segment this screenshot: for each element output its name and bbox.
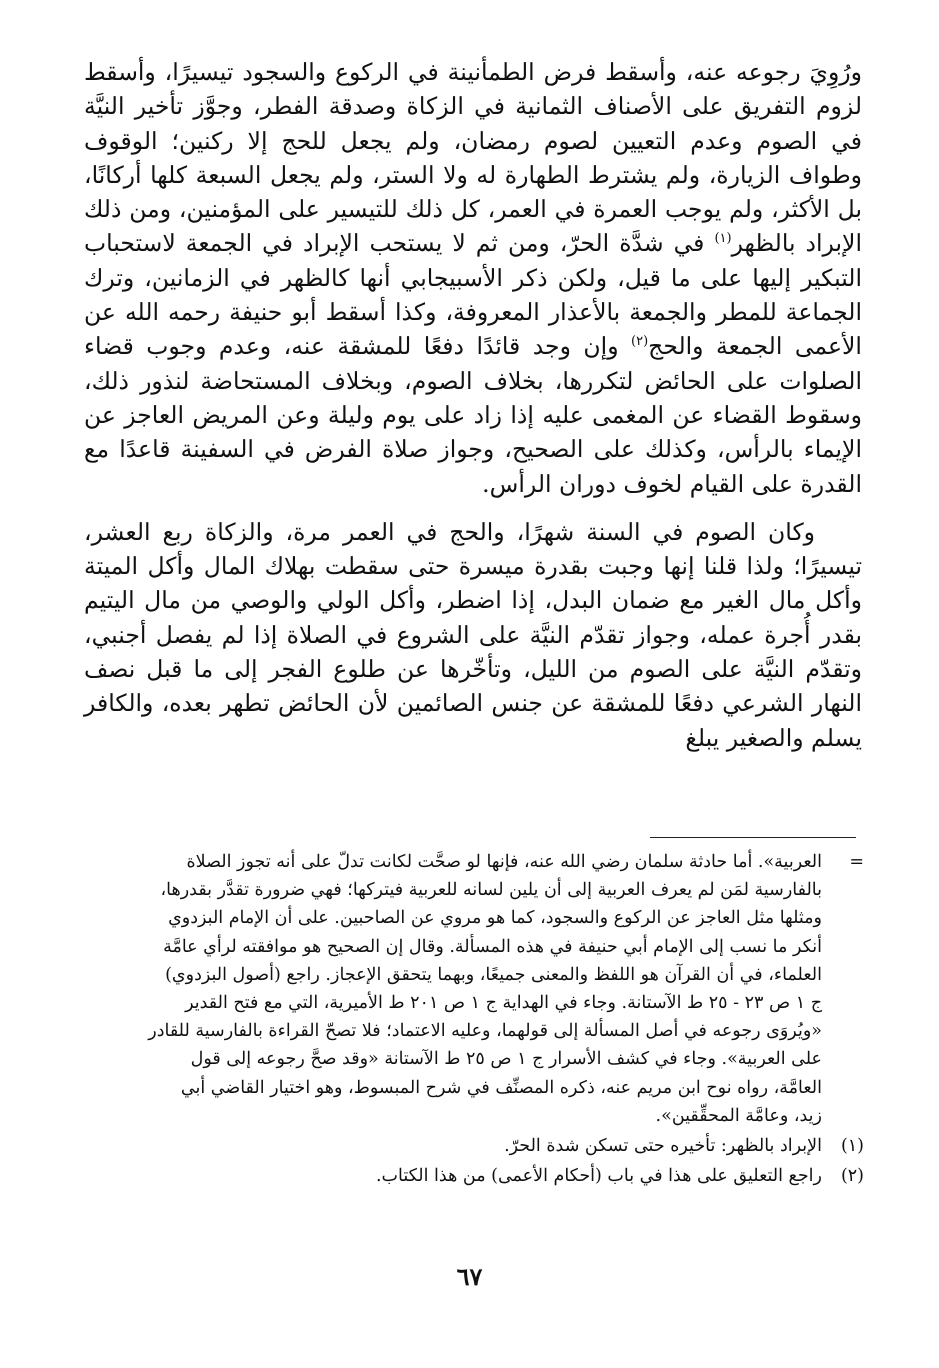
footnote-ref-2: (٢) <box>631 334 649 350</box>
main-text <box>84 55 862 755</box>
fn-cont-line: العلماء، في أن القرآن هو اللفظ والمعنى جميعًا، وبهما يتحقق الإعجاز. راجع (أصول البزدوي) <box>165 964 822 985</box>
p1-line-1: ورُوِيَ رجوعه عنه، وأسقط فرض الطمأنينة في الركوع والسجود تيسيرًا، وأسقط لزوم <box>84 58 862 121</box>
page-number: ٦٧ <box>456 1262 483 1291</box>
paragraph-1 <box>84 55 862 501</box>
p2-line-3: مال الغير مع ضمان البدل، إذا اضطر، وأكل الولي والوصي من مال اليتيم بقدر أُجرة <box>84 586 862 649</box>
fn-cont-line: على العربية». وجاء في كشف الأسرار ج ١ ص ٢٥ ط الآستانة «وقد صحَّ رجوعه إلى قول <box>190 1049 822 1070</box>
p1-line-10: بخلاف الصوم، وبخلاف المستحاضة لنذور ذلك، وسقوط القضاء عن المغمى عليه <box>84 366 862 429</box>
footnote-2 <box>84 1162 864 1190</box>
fn-cont-line: ومثلها مثل العاجز عن الركوع والسجود، كما هو مروي عن الصاحبين. على أن الإمام البزدوي <box>168 908 822 929</box>
p2-line-5: على الصوم من الليل، وتأخّرها عن طلوع الفجر إلى ما قبل نصف النهار الشرعي دفعًا <box>84 655 862 718</box>
p2-line-2: تيسيرًا؛ ولذا قلنا إنها وجبت بقدرة ميسرة حتى سقطت بهلاك المال وأكل الميتة وأكل <box>84 552 862 615</box>
footnote-divider <box>650 837 856 838</box>
p1-line-7: قيل، ولكن ذكر الأسبيجابي أنها كالظهر في الزمانين، وترك الجماعة للمطر والجمعة <box>84 263 862 327</box>
p1-line-13: الرأس. <box>482 469 552 498</box>
fn-cont-line: العربية». أما حادثة سلمان رضي الله عنه، فإنها لو صحَّت لكانت تدلّ على أنه تجوز الصلاة <box>186 852 822 872</box>
fn-cont-line: زيد، وعامَّة المحقِّقين». <box>655 1105 822 1126</box>
p2-line-1: وكان الصوم في السنة شهرًا، والحج في العمر مرة، والزكاة ربع العشر، <box>84 517 815 546</box>
p1-line-2: التفريق على الأصناف الثمانية في الزكاة وصدقة الفطر، وجوَّز تأخير النيَّة في الصوم <box>84 92 862 155</box>
p1-line-8: بالأعذار المعروفة، وكذا أسقط أبو حنيفة رحمه الله عن الأعمى الجمعة والحج <box>84 298 862 361</box>
p1-line-8b: وإن <box>583 332 619 361</box>
p1-line-3: وعدم التعيين لصوم رمضان، ولم يجعل للحج إلا ركنين؛ الوقوف وطواف الزيارة، <box>84 126 862 189</box>
footnote-1-number: (١) <box>840 1136 864 1157</box>
footnotes <box>84 848 864 1190</box>
footnote-2-text: راجع التعليق على هذا في باب (أحكام الأعمى) من هذا الكتاب. <box>375 1166 822 1187</box>
footnote-continuation <box>84 848 864 1130</box>
fn-cont-line: أنكر ما نسب إلى الإمام أبي حنيفة في هذه المسألة. وقال إن الصحيح هو موافقته لرأي عامَّة <box>163 936 822 957</box>
p1-line-6: في شدَّة الحرّ، ومن ثم لا يستحب الإبراد في الجمعة لاستحباب التبكير إليها على ما <box>84 229 862 292</box>
p2-line-6: للمشقة عن جنس الصائمين لأن الحائض تطهر بعده، والكافر يسلم والصغير يبلغ <box>84 689 862 752</box>
p1-line-9: وجد قائدًا دفعًا للمشقة عنه، وعدم وجوب قضاء الصلوات على الحائض لتكررها، <box>84 332 862 395</box>
fn-cont-line: بالفارسية لمَن لم يعرف العربية إلى أن يلين لسانه للعربية فيتركها؛ فهي ضرورة تقدَّر بقدرها، <box>160 880 822 901</box>
fn-cont-line: العامَّة، رواه نوح ابن مريم عنه، ذكره المصنِّف في شرح المبسوط، وهو اختيار القاضي أبي <box>180 1077 822 1098</box>
p2-line-4: عمله، وجواز تقدّم النيَّة على الشروع في الصلاة إذا لم يفصل أجنبي، وتقدّم النيَّة <box>84 620 862 684</box>
paragraph-2 <box>84 515 862 755</box>
continuation-marker: = <box>849 852 864 872</box>
p1-line-12: الصحيح، وجواز صلاة الفرض في السفينة قاعدًا مع القدرة على القيام لخوف دوران <box>84 435 862 498</box>
footnote-1 <box>84 1132 864 1160</box>
footnote-1-text: الإبراد بالظهر: تأخيره حتى تسكن شدة الحرّ. <box>504 1136 822 1157</box>
footnote-ref-1: (١) <box>714 231 732 247</box>
footnote-2-number: (٢) <box>840 1166 864 1187</box>
fn-cont-line: «ويُروَى رجوعه في أصل المسألة إلى قولهما، وعليه الاعتماد؛ فلا تصحّ القراءة بالفارسية للقادر <box>148 1021 822 1042</box>
fn-cont-line: ج ١ ص ٢٣ - ٢٥ ط الآستانة. وجاء في الهداية ج ١ ص ٢٠١ ط الأميرية، التي مع فتح القدير <box>185 993 822 1014</box>
p1-line-11: إذا زاد على يوم وليلة وعن المريض العاجز عن الإيماء بالرأس، وكذلك على <box>84 400 862 464</box>
p1-line-4: ولم يشترط الطهارة له ولا الستر، ولم يجعل السبعة كلها أركانًا، بل الأكثر، ولم <box>84 160 862 224</box>
p1-line-5: يوجب العمرة في العمر، كل ذلك للتيسير على المؤمنين، ومن ذلك الإبراد بالظهر <box>84 195 862 258</box>
